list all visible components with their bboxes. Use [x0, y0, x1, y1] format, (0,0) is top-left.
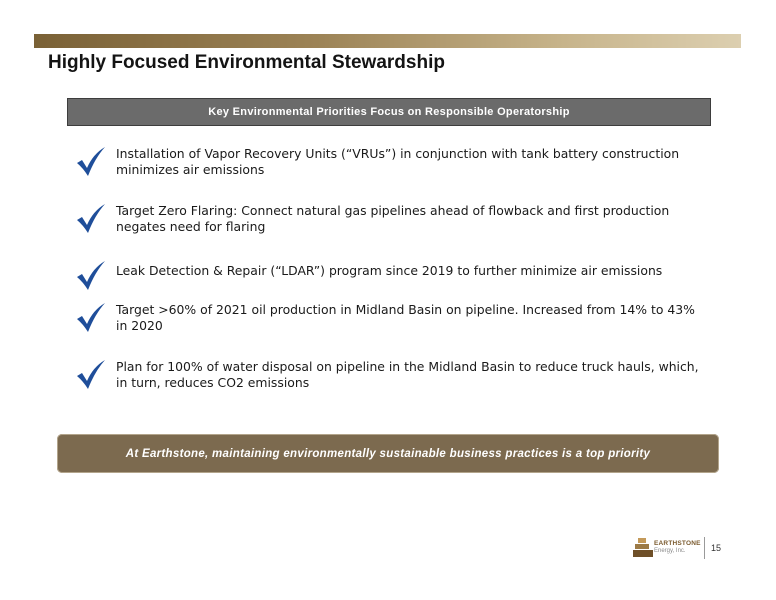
priority-text: Target Zero Flaring: Connect natural gas pipelines ahead of flowback and first production negates need for flaring — [116, 203, 670, 234]
priorities-banner: Key Environmental Priorities Focus on Responsible Operatorship — [67, 98, 711, 126]
priority-text: Installation of Vapor Recovery Units (“VRUs”) in conjunction with tank battery construction minimizes air emissions — [116, 146, 680, 177]
company-logo — [633, 536, 703, 560]
priority-text: Leak Detection & Repair (“LDAR”) program since 2019 to further minimize air emissions — [116, 263, 663, 278]
priority-text: Target >60% of 2021 oil production in Midland Basin on pipeline. Increased from 14% to 43% in 2020 — [116, 302, 695, 333]
priority-text: Plan for 100% of water disposal on pipeline in the Midland Basin to reduce truck hauls, which, in turn, reduces CO2 emissions — [116, 359, 699, 390]
checkmark-icon — [76, 146, 106, 178]
logo-mark-icon — [633, 536, 653, 562]
page-title: Highly Focused Environmental Stewardship — [48, 52, 445, 73]
checkmark-icon — [76, 260, 106, 292]
logo-name: EARTHSTONE — [654, 540, 701, 547]
page-number: 15 — [711, 543, 722, 553]
page-number-divider — [704, 537, 705, 559]
footer-statement: At Earthstone, maintaining environmentally sustainable business practices is a top priority — [57, 434, 719, 473]
checkmark-icon — [76, 203, 106, 235]
header-accent-bar — [34, 34, 741, 48]
logo-subtitle: Energy, Inc. — [654, 548, 686, 554]
checkmark-icon — [76, 302, 106, 334]
checkmark-icon — [76, 359, 106, 391]
